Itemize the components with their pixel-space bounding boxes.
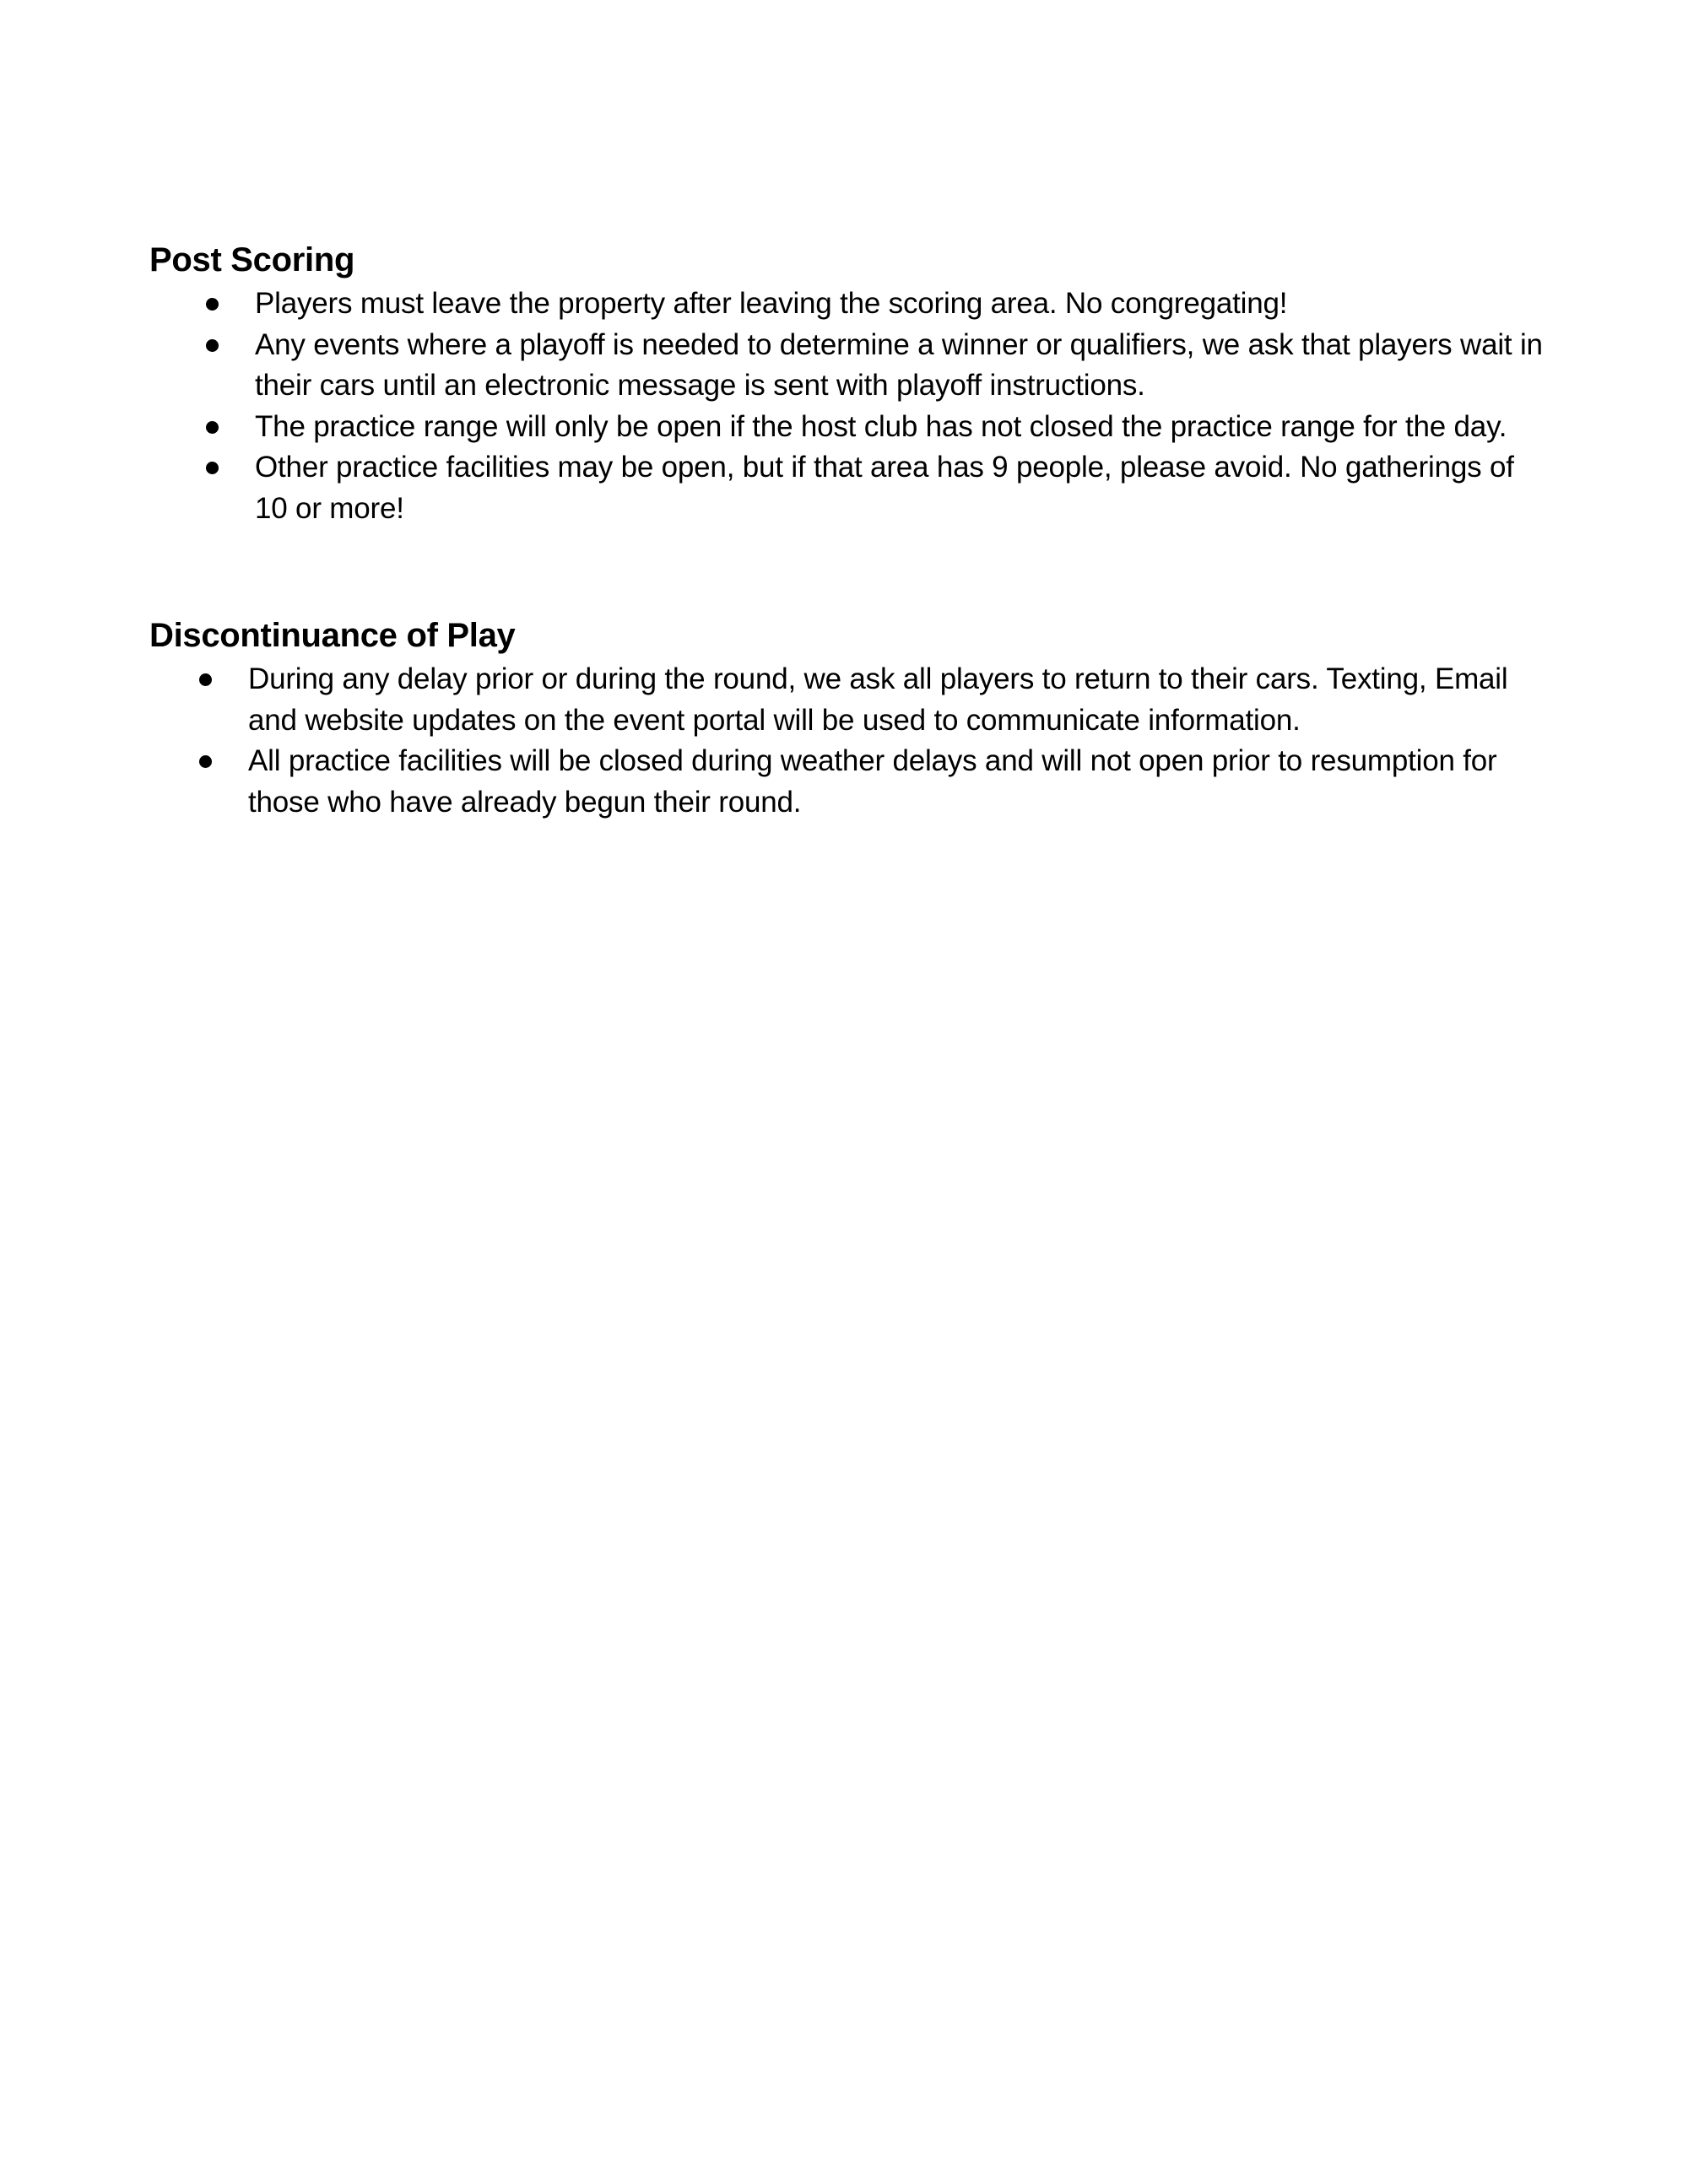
list-item — [149, 407, 1550, 448]
list-item — [149, 325, 1550, 407]
bullet-icon — [206, 421, 219, 434]
section-heading: Post Scoring — [149, 241, 355, 278]
bullet-list — [149, 284, 1550, 529]
list-item — [149, 284, 1550, 325]
list-item — [149, 447, 1550, 529]
bullet-icon — [206, 339, 219, 352]
bullet-icon — [206, 298, 219, 311]
list-item-text: Other practice facilities may be open, but if that area has 9 people, please avoid. No gatherings of 10 or more! — [255, 451, 1514, 525]
list-item-text: The practice range will only be open if the host club has not closed the practice range for the day. — [255, 409, 1507, 443]
discontinuance-section — [149, 614, 1550, 823]
list-item-text: During any delay prior or during the round, we ask all players to return to their cars. Texting, Email and website updates on the event portal will be used to communicate information. — [248, 662, 1508, 737]
list-item — [149, 659, 1550, 741]
list-item — [149, 741, 1550, 823]
section-heading: Discontinuance of Play — [149, 617, 516, 654]
bullet-list — [149, 659, 1550, 823]
bullet-icon — [199, 755, 212, 768]
list-item-text: Any events where a playoff is needed to determine a winner or qualifiers, we ask that players wait in their cars until an electronic message is sent with playoff instructions. — [255, 327, 1543, 402]
list-item-text: All practice facilities will be closed during weather delays and will not open prior to resumption for those who have already begun their round. — [248, 744, 1497, 819]
bullet-icon — [199, 673, 212, 686]
bullet-icon — [206, 462, 219, 474]
post-scoring-section — [149, 238, 1550, 529]
list-item-text: Players must leave the property after leaving the scoring area. No congregating! — [255, 287, 1288, 320]
